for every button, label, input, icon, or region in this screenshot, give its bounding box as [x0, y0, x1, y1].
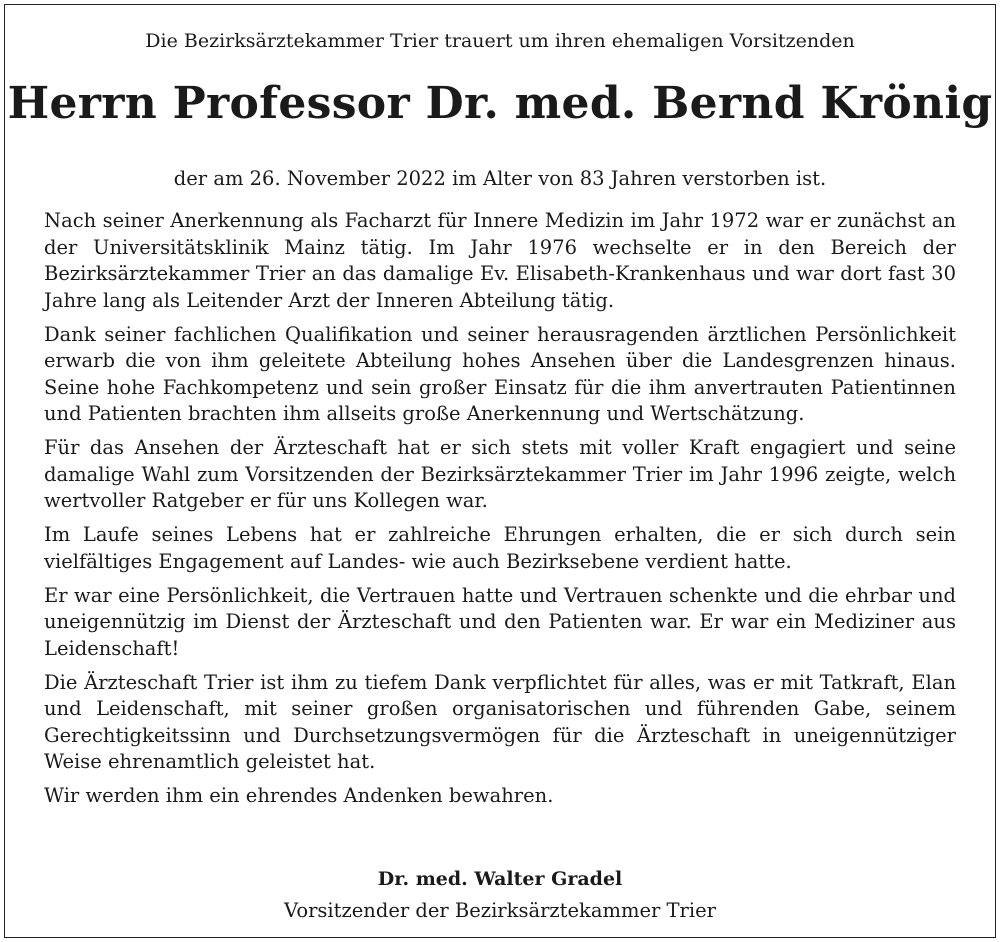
paragraph-career: Nach seiner Anerkennung als Facharzt für Innere Medizin im Jahr 1972 war er zunächst an der Universitätsklinik Mainz tätig. Im Jahr 1976 wechselte er in den Bereich der Bezirksärztekammer Trier an das damalige Ev. Elisabeth-Krankenhaus und war dort fast 30 Jahre lang als Leitender Arzt der Inneren Abteilung tätig. [44, 209, 956, 312]
paragraph-qualification: Dank seiner fachlichen Qualifikation und seiner herausragenden ärztlichen Persönlichkeit erwarb die von ihm geleitete Abteilung hohes Ansehen über die Landesgrenzen hinaus. Seine hohe Fachkompetenz und sein großer Einsatz für die ihm anvertrauten Patientinnen und Patienten brachten ihm allseits große Anerkennung und Wertschätzung. [44, 322, 956, 425]
deceased-name: Herrn Professor Dr. med. Bernd Krönig [7, 78, 993, 129]
intro-line: Die Bezirksärztekammer Trier trauert um ihren ehemaligen Vorsitzenden [145, 30, 855, 52]
paragraph-remembrance: Wir werden ihm ein ehrendes Andenken bewahren. [44, 784, 554, 807]
paragraph-personality: Er war eine Persönlichkeit, die Vertrauen hatte und Vertrauen schenkte und die ehrbar und uneigennützig im Dienst der Ärzteschaft und den Patienten war. Er war ein Mediziner aus Leidenschaft! [44, 583, 956, 660]
signer-name: Dr. med. Walter Gradel [377, 868, 623, 890]
obituary-body [44, 208, 956, 817]
paragraph-engagement: Für das Ansehen der Ärzteschaft hat er sich stets mit voller Kraft engagiert und seine damalige Wahl zum Vorsitzenden der Bezirksärztekammer Trier im Jahr 1996 zeigte, welch wertvoller Ratgeber er für uns Kollegen war. [44, 436, 956, 512]
signer-role: Vorsitzender der Bezirksärztekammer Trier [284, 899, 716, 922]
paragraph-honors: Im Laufe seines Lebens hat er zahlreiche Ehrungen erhalten, die er sich durch sein vielfältiges Engagement auf Landes- wie auch Bezirksebene verdient hatte. [44, 523, 956, 573]
paragraph-gratitude: Die Ärzteschaft Trier ist ihm zu tiefem Dank verpflichtet für alles, was er mit Tatkraft, Elan und Leidenschaft, mit seiner großen organisatorischen und führenden Gabe, seinem Gerechtigkeitssinn und Durchsetzungsvermögen für die Ärzteschaft in uneigennütziger Weise ehrenamtlich geleistet hat. [44, 670, 956, 773]
death-line: der am 26. November 2022 im Alter von 83 Jahren verstorben ist. [173, 167, 827, 190]
